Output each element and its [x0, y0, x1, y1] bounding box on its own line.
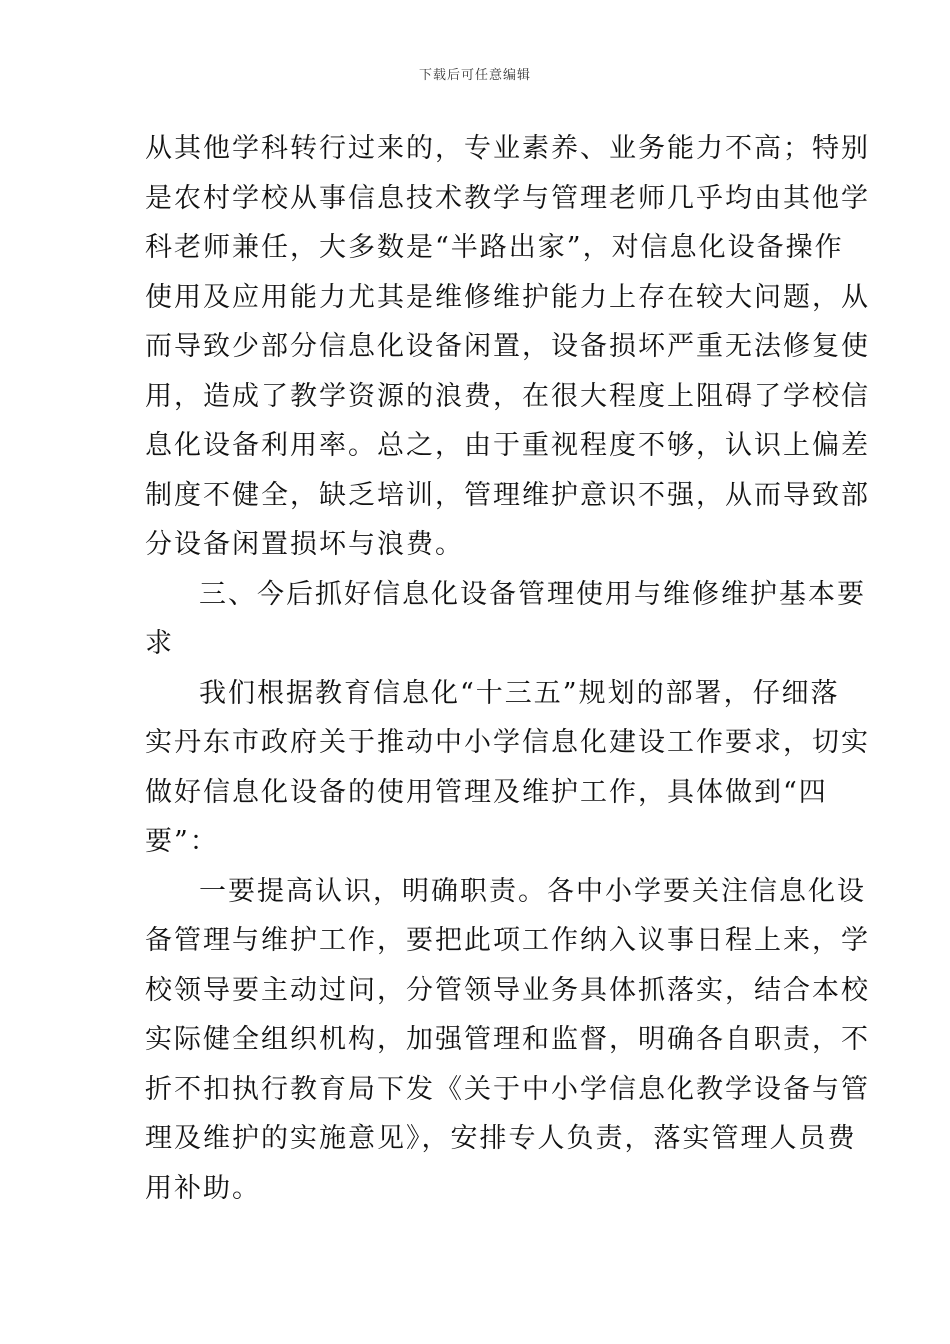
text-line: 理及维护的实施意见》，安排专人负责，落实管理人员费 — [145, 1123, 857, 1154]
section-heading-line: 求 — [145, 628, 174, 659]
text-line: 而导致少部分信息化设备闲置，设备损坏严重无法修复使 — [145, 331, 870, 362]
paragraph-start-line: 我们根据教育信息化“十三五”规划的部署，仔细落 — [199, 677, 840, 709]
text-line: 息化设备利用率。总之，由于重视程度不够，认识上偏差 — [145, 430, 870, 461]
text-line: 校领导要主动过问，分管领导业务具体抓落实，结合本校 — [145, 974, 870, 1006]
text-line: 从其他学科转行过来的，专业素养、业务能力不高；特别 — [145, 133, 870, 164]
text-line: 用补助。 — [145, 1172, 261, 1204]
text-line: 实丹东市政府关于推动中小学信息化建设工作要求，切实 — [145, 727, 870, 758]
text-line: 用，造成了教学资源的浪费，在很大程度上阻碍了学校信 — [145, 380, 870, 412]
text-line: 折不扣执行教育局下发《关于中小学信息化教学设备与管 — [145, 1073, 870, 1105]
text-line: 是农村学校从事信息技术教学与管理老师几乎均由其他学 — [145, 182, 870, 214]
text-line: 备管理与维护工作，要把此项工作纳入议事日程上来，学 — [145, 925, 870, 956]
paragraph-start-line: 一要提高认识，明确职责。各中小学要关注信息化设 — [199, 875, 866, 907]
text-line: 实际健全组织机构，加强管理和监督，明确各自职责，不 — [145, 1024, 870, 1055]
text-line: 分设备闲置损坏与浪费。 — [145, 529, 464, 560]
text-line: 使用及应用能力尤其是维修维护能力上存在较大问题，从 — [145, 281, 870, 313]
text-line: 制度不健全，缺乏培训，管理维护意识不强，从而导致部 — [145, 479, 870, 511]
text-line: 科老师兼任，大多数是“半路出家”，对信息化设备操作 — [145, 232, 844, 263]
text-line: 要”： — [145, 826, 219, 857]
page-header-note: 下载后可任意编辑 — [418, 68, 531, 83]
section-heading-line: 三、今后抓好信息化设备管理使用与维修维护基本要 — [199, 578, 866, 610]
text-line: 做好信息化设备的使用管理及维护工作，具体做到“四 — [145, 776, 828, 808]
document-body — [145, 124, 870, 1213]
